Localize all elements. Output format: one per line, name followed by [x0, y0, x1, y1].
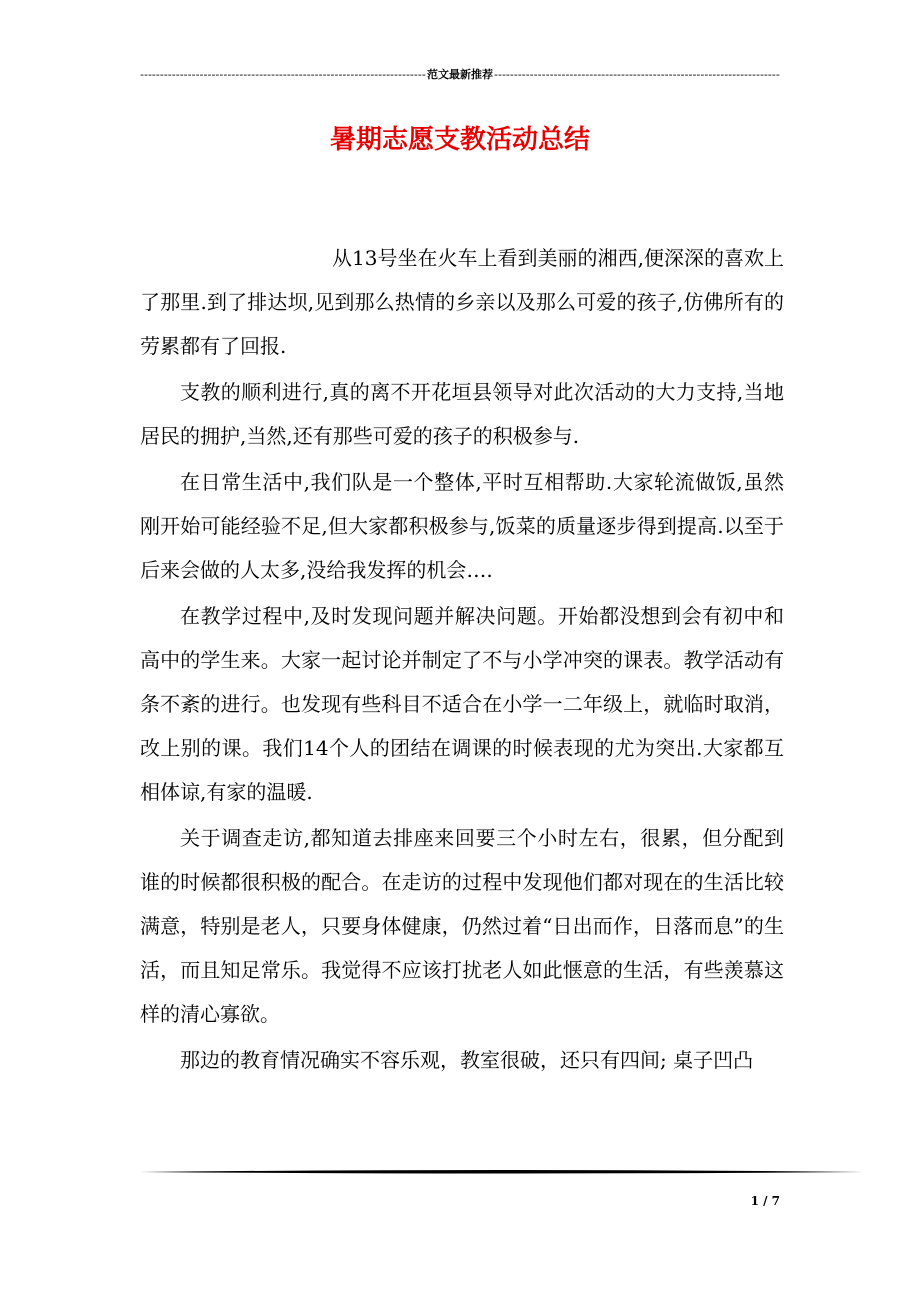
footer-rule [140, 1168, 864, 1176]
page-header [140, 68, 780, 82]
document-body [140, 236, 784, 1084]
paragraph-5: 关于调查走访,都知道去排座来回要三个小时左右，很累，但分配到谁的时候都很积极的配合。在走访的过程中发现他们都对现在的生活比较满意，特别是老人，只要身体健康，仍然过着“日出而作，日落而息”的生活，而且知足常乐。我觉得不应该打扰老人如此惬意的生活，有些羡慕这样的清心寡欲。 [140, 826, 784, 1026]
paragraph-2: 支教的顺利进行,真的离不开花垣县领导对此次活动的大力支持,当地居民的拥护,当然,还有那些可爱的孩子的积极参与. [140, 380, 784, 448]
footer-rule-shape [140, 1170, 864, 1174]
paragraph-4: 在教学过程中,及时发现问题并解决问题。开始都没想到会有初中和高中的学生来。大家一起讨论并制定了不与小学冲突的课表。教学活动有条不紊的进行。也发现有些科目不适合在小学一二年级上，就临时取消，改上别的课。我们14个人的团结在调课的时候表现的尤为突出.大家都互相体谅,有家的温暖. [140, 604, 784, 804]
header-dash-left [140, 68, 426, 82]
document-title: 暑期志愿支教活动总结 [329, 125, 590, 155]
paragraph-3: 在日常生活中,我们队是一个整体,平时互相帮助.大家轮流做饭,虽然刚开始可能经验不足,但大家都积极参与,饭菜的质量逐步得到提高.以至于后来会做的人太多,没给我发挥的机会…. [140, 470, 784, 582]
header-dash-right [494, 68, 780, 82]
paragraph-6: 那边的教育情况确实不容乐观，教室很破，还只有四间; 桌子凹凸 [180, 1048, 754, 1072]
header-label: 范文最新推荐 [427, 68, 493, 81]
page-number: 1 / 7 [750, 1194, 780, 1208]
paragraph-1: 从13号坐在火车上看到美丽的湘西,便深深的喜欢上了那里.到了排达坝,见到那么热情的乡亲以及那么可爱的孩子,仿佛所有的劳累都有了回报. [140, 246, 784, 358]
